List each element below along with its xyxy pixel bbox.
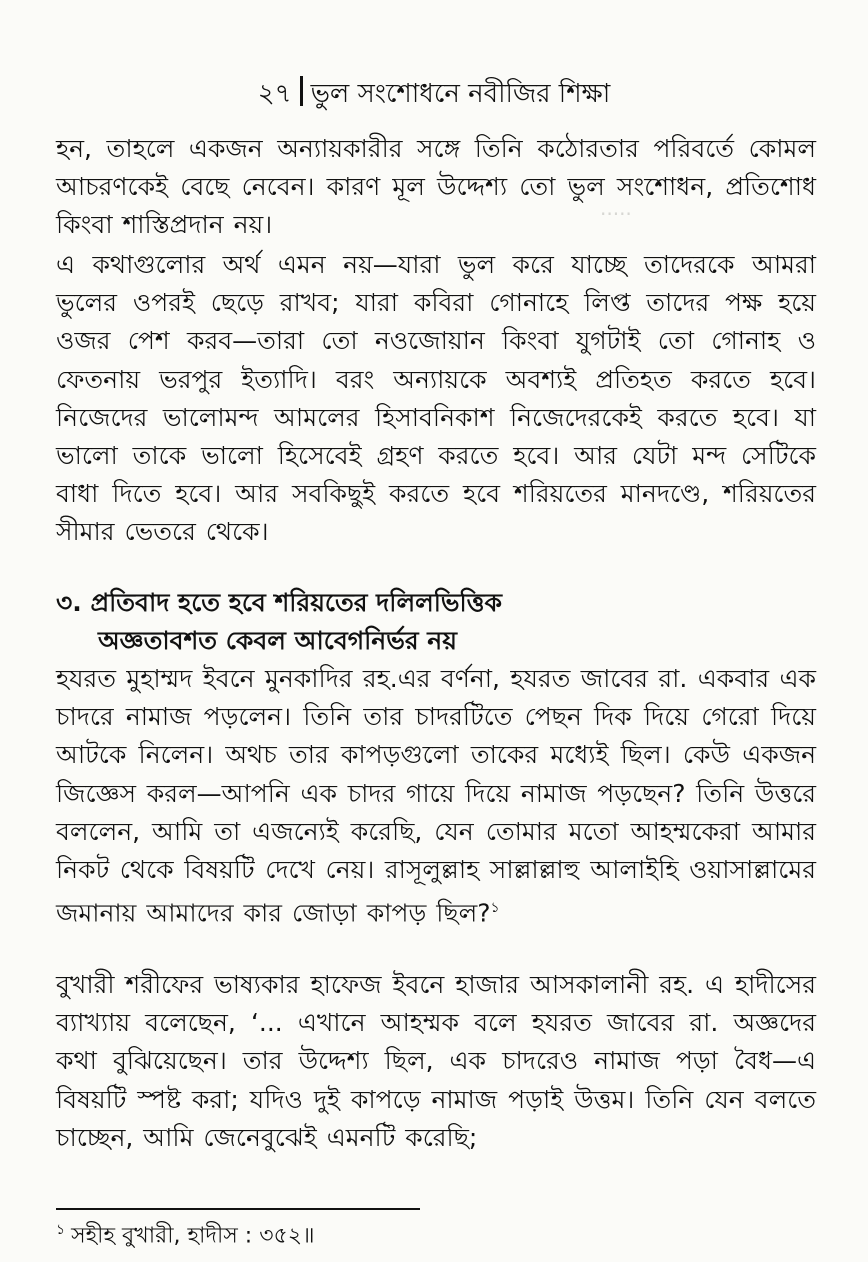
- bleed-through-text: .....: [600, 196, 632, 220]
- section-number: ৩.: [56, 588, 82, 617]
- section-subheading: [98, 622, 868, 660]
- running-header: [0, 74, 868, 114]
- footnote-marker: ১: [56, 1222, 66, 1238]
- section-heading-line2: অজ্ঞতাবশত কেবল আবেগনির্ভর নয়: [98, 626, 457, 655]
- book-title: ভুল সংশোধনে নবীজির শিক্ষা: [310, 79, 611, 109]
- footnote-divider: [56, 1208, 420, 1210]
- paragraph-3: [56, 660, 816, 933]
- paragraph-text: এ কথাগুলোর অর্থ এমন নয়—যারা ভুল করে যাচ্ছে তাদেরকে আমরা ভুলের ওপরই ছেড়ে রাখব; যারা কবিরা গোনাহে লিপ্ত তাদের পক্ষ হয়ে ওজর পেশ করব—তারা তো নওজোয়ান কিংবা যুগটাই তো গোনাহ ও ফেতনায় ভরপুর ইত্যাদি। বরং অন্যায়কে অবশ্যই প্রতিহত করতে হবে। নিজেদের ভালোমন্দ আমলের হিসাবনিকাশ নিজেদেরকেই করতে হবে। যা ভালো তাকে ভালো হিসেবেই গ্রহণ করতে হবে। আর যেটা মন্দ সেটিকে বাধা দিতে হবে। আর সবকিছুই করতে হবে শরিয়তের মানদণ্ডে, শরিয়তের সীমার ভেতরে থেকে।: [56, 250, 816, 547]
- paragraph-2: [56, 246, 816, 552]
- footnote-text: সহীহ বুখারী, হাদীস : ৩৫২॥: [71, 1223, 315, 1249]
- paragraph-1: [56, 130, 816, 245]
- paragraph-text: বুখারী শরীফের ভাষ্যকার হাফেজ ইবনে হাজার আসকালানী রহ. এ হাদীসের ব্যাখ্যায় বলেছেন, ‘... এখানে আহম্মক বলে হযরত জাবের রা. অজ্ঞদের কথা বুঝিয়েছেন। তার উদ্দেশ্য ছিল, এক চাদরেও নামাজ পড়া বৈধ—এ বিষয়টি স্পষ্ট করা; যদিও দুই কাপড়ে নামাজ পড়াই উত্তম। তিনি যেন বলতে চাচ্ছেন, আমি জেনেবুঝেই এমনটি করেছি;: [56, 970, 816, 1152]
- page-number: ২৭: [257, 79, 292, 109]
- header-divider: [300, 76, 303, 106]
- section-heading-line1: প্রতিবাদ হতে হবে শরিয়তের দলিলভিত্তিক: [90, 588, 503, 617]
- footnote-reference: ১: [490, 900, 500, 917]
- paragraph-4: [56, 966, 816, 1157]
- section-heading: [56, 584, 836, 622]
- footnote: [56, 1214, 315, 1252]
- paragraph-text: হযরত মুহাম্মদ ইবনে মুনকাদির রহ.এর বর্ণনা, হযরত জাবের রা. একবার এক চাদরে নামাজ পড়লেন। তিনি তার চাদরটিতে পেছন দিক দিয়ে গেরো দিয়ে আটকে নিলেন। অথচ তার কাপড়গুলো তাকের মধ্যেই ছিল। কেউ একজন জিজ্ঞেস করল—আপনি এক চাদর গায়ে দিয়ে নামাজ পড়ছেন? তিনি উত্তরে বললেন, আমি তা এজন্যেই করেছি, যেন তোমার মতো আহম্মকেরা আমার নিকট থেকে বিষয়টি দেখে নেয়। রাসূলুল্লাহ সাল্লাল্লাহু আলাইহি ওয়াসাল্লামের জমানায় আমাদের কার জোড়া কাপড় ছিল?: [56, 664, 816, 928]
- paragraph-text: হন, তাহলে একজন অন্যায়কারীর সঙ্গে তিনি কঠোরতার পরিবর্তে কোমল আচরণকেই বেছে নেবেন। কারণ মূল উদ্দেশ্য তো ভুল সংশোধন, প্রতিশোধ কিংবা শাস্তিপ্রদান নয়।: [56, 134, 816, 240]
